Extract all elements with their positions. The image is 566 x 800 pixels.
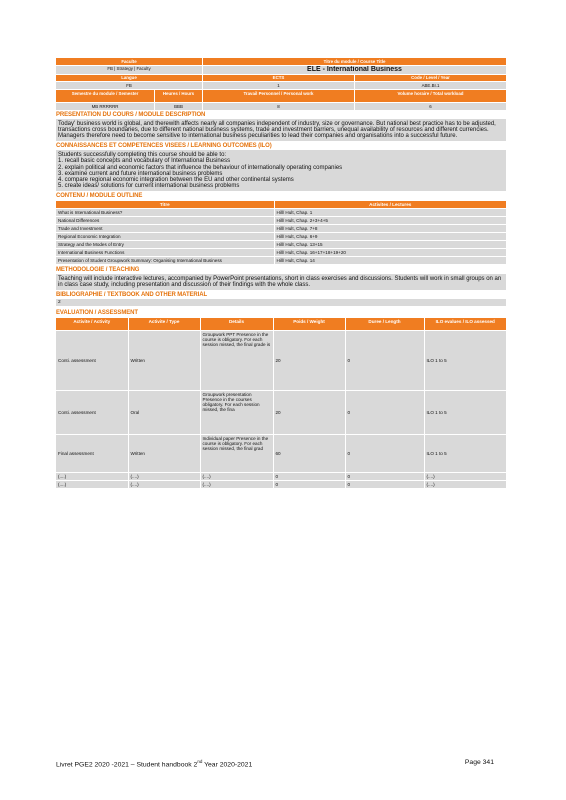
presentation-heading: PRESENTATION DU COURS / MODULE DESCRIPTION	[56, 111, 206, 118]
header-row-3	[56, 75, 506, 82]
evaluation-activity: Conti. assessment	[56, 391, 128, 435]
outline-topic: What is International Business?	[56, 208, 274, 216]
evaluation-length: 0	[345, 480, 424, 488]
evaluation-ilo: (....)	[424, 480, 506, 488]
evaluation-activity: (....)	[56, 480, 128, 488]
header-ects-value: 1	[202, 82, 354, 89]
header-personal-work-label: Travail Personnel / Personal work	[202, 90, 354, 102]
evaluation-col-length: Duree / Length	[345, 318, 424, 331]
evaluation-weight: 60	[273, 435, 345, 473]
bibliography-value: 2	[56, 299, 506, 306]
evaluation-weight: 20	[273, 331, 345, 391]
table-row	[56, 473, 506, 481]
evaluation-header-row	[56, 318, 506, 331]
evaluation-col-details: Details	[200, 318, 273, 331]
outline-reading: Hill/ Hult, Chap. 16+17+18+19+20	[274, 248, 506, 256]
outline-topic: Regional Economic Integration	[56, 232, 274, 240]
evaluation-heading: EVALUATION / ASSESSMENT	[56, 310, 138, 317]
outline-header-row	[56, 201, 506, 209]
header-faculty-value: FB | Strategy | Faculty	[56, 66, 202, 74]
header-row-1	[56, 58, 506, 65]
table-row	[56, 224, 506, 232]
header-workload-label: Volume horaire / Total workload	[354, 90, 506, 102]
presentation-text-block	[56, 119, 506, 141]
table-row	[56, 232, 506, 240]
bibliography-heading: BIBLIOGRAPHIE / TEXTBOOK AND OTHER MATERIAL	[56, 291, 208, 298]
evaluation-col-weight: Poids / Weight	[273, 318, 345, 331]
evaluation-col-type: Activite / Type	[128, 318, 200, 331]
evaluation-details: Groupwork PPT Presence in the course is obligatory. For each session missed, the final grade is	[200, 331, 273, 391]
evaluation-length: 0	[345, 391, 424, 435]
outline-reading: Hill/ Hult, Chap. 1	[274, 208, 506, 216]
table-row	[56, 248, 506, 256]
table-row	[56, 391, 506, 435]
evaluation-type: Written	[128, 435, 200, 473]
page-footer	[56, 759, 494, 768]
header-row-6	[56, 103, 506, 110]
outline-topic: Presentation of Student Groupwork Summary: Organising International Business	[56, 256, 274, 264]
evaluation-length: 0	[345, 473, 424, 481]
evaluation-col-activity: Activite / Activity	[56, 318, 128, 331]
footer-title-year: Year 2020-2021	[202, 761, 253, 769]
evaluation-weight: 0	[273, 473, 345, 481]
outline-table	[56, 201, 506, 265]
header-code-label: Code / Level / Year	[354, 75, 506, 82]
header-workload-value: 6	[354, 103, 506, 110]
evaluation-details: (....)	[200, 480, 273, 488]
outcome-item: 1. recall basic concepts and vocabulary of International Business	[58, 158, 231, 165]
outline-reading: Hill/ Hult, Chap. 7+8	[274, 224, 506, 232]
header-hours-label: Heures / Hours	[154, 90, 202, 102]
evaluation-length: 0	[345, 435, 424, 473]
evaluation-ilo: ILO 1 to 5	[424, 435, 506, 473]
evaluation-table	[56, 318, 506, 489]
footer-title-main: Livret PGE2 2020 -2021 – Student handbook 2	[56, 761, 198, 769]
header-row-4	[56, 82, 506, 89]
header-course-title-value: ELE - International Business	[202, 66, 506, 74]
outline-heading: CONTENU / MODULE OUTLINE	[56, 193, 143, 200]
evaluation-details: (....)	[200, 473, 273, 481]
header-language-value: FB	[56, 82, 202, 89]
outcome-item: 3. examine current and future international business problems	[58, 170, 223, 177]
evaluation-type: (....)	[128, 473, 200, 481]
presentation-text: Today' business world is global, and therewith affects nearly all companies independent of industry, size or governance. But national best practice has to be adjusted, transactions cross boundaries, due to different national business systems, trade and investment barriers, unequal availability of resources and different currencies. Managers therefore need to become sensitive to international business peculiarities to lead their companies and organisations into a successful future.	[58, 120, 496, 140]
outline-reading: Hill/ Hult, Chap. 13+15	[274, 240, 506, 248]
header-personal-work-value: 8	[202, 103, 354, 110]
evaluation-details: Individual paper Presence in the course is obligatory. For each session missed, the final grad	[200, 435, 273, 473]
outcomes-heading: CONNAISSANCES ET COMPETENCES VISEES / LEARNING OUTCOMES (ILO)	[56, 142, 272, 149]
header-language-label: Langue	[56, 75, 202, 82]
outcomes-intro: Students successfully completing this course should be able to:	[58, 151, 227, 158]
footer-title	[56, 759, 252, 768]
outcome-item: 4. compare regional economic integration between the EU and other continental systems	[58, 177, 294, 184]
header-row-5	[56, 90, 506, 102]
evaluation-activity: (....)	[56, 473, 128, 481]
evaluation-ilo: (....)	[424, 473, 506, 481]
table-row	[56, 240, 506, 248]
header-semester-label: Semestre du module / Semester	[56, 90, 154, 102]
outcomes-block	[56, 150, 506, 191]
page-number: Page 341	[464, 759, 494, 766]
outline-reading: Hill/ Hult, Chap. 2+3+4+5	[274, 216, 506, 224]
evaluation-type: (....)	[128, 480, 200, 488]
table-row	[56, 435, 506, 473]
methodology-block	[56, 274, 506, 290]
header-ects-label: ECTS	[202, 75, 354, 82]
table-row	[56, 216, 506, 224]
header-code-value: ABE.BI.1	[354, 82, 506, 89]
outline-topic: National Differences	[56, 216, 274, 224]
header-faculty-label: Faculte	[56, 58, 202, 65]
course-sheet	[56, 58, 506, 489]
evaluation-details: Groupwork presentation Presence in the courses obligatory. For each session missed, the fina	[200, 391, 273, 435]
table-row	[56, 256, 506, 264]
table-row	[56, 331, 506, 391]
outline-topic: Trade and Investment	[56, 224, 274, 232]
evaluation-weight: 0	[273, 480, 345, 488]
outline-topic: International Business Functions	[56, 248, 274, 256]
evaluation-type: Written	[128, 331, 200, 391]
methodology-text: Teaching will include interactive lectures, accompanied by PowerPoint presentations, short in class exercises and discussions. Students will work in small groups on an in class case study, including presentation and discussion of their findings with the whole class.	[58, 275, 502, 289]
outline-reading: Hill/ Hult, Chap. 6+9	[274, 232, 506, 240]
table-row	[56, 208, 506, 216]
outline-topic: Strategy and the Modes of Entry	[56, 240, 274, 248]
evaluation-activity: Conti. assessment	[56, 331, 128, 391]
header-semester-value: MB RRRRRR	[56, 103, 154, 110]
evaluation-activity: Final assessment	[56, 435, 128, 473]
outline-col-activities: Activites / Lectures	[274, 201, 506, 209]
outcome-item: 5. create ideas/ solutions for current international business problems	[58, 183, 240, 190]
evaluation-length: 0	[345, 331, 424, 391]
footer-title-sup: nd	[197, 759, 203, 764]
header-course-title-label: Titre du module / Course Title	[202, 58, 506, 65]
outline-col-title: Titre	[56, 201, 274, 209]
header-row-2	[56, 66, 506, 74]
evaluation-weight: 20	[273, 391, 345, 435]
outcome-item: 2. explain political and economic factors that influence the behaviour of internationally operating companies	[58, 164, 343, 171]
outline-reading: Hill/ Hult, Chap. 14	[274, 256, 506, 264]
methodology-heading: METHODOLOGIE / TEACHING	[56, 266, 140, 273]
evaluation-ilo: ILO 1 to 5	[424, 391, 506, 435]
header-hours-value: BBB	[154, 103, 202, 110]
evaluation-col-ilo: ILO evalues / ILO assessed	[424, 318, 506, 331]
evaluation-ilo: ILO 1 to 5	[424, 331, 506, 391]
evaluation-type: Oral	[128, 391, 200, 435]
table-row	[56, 480, 506, 488]
